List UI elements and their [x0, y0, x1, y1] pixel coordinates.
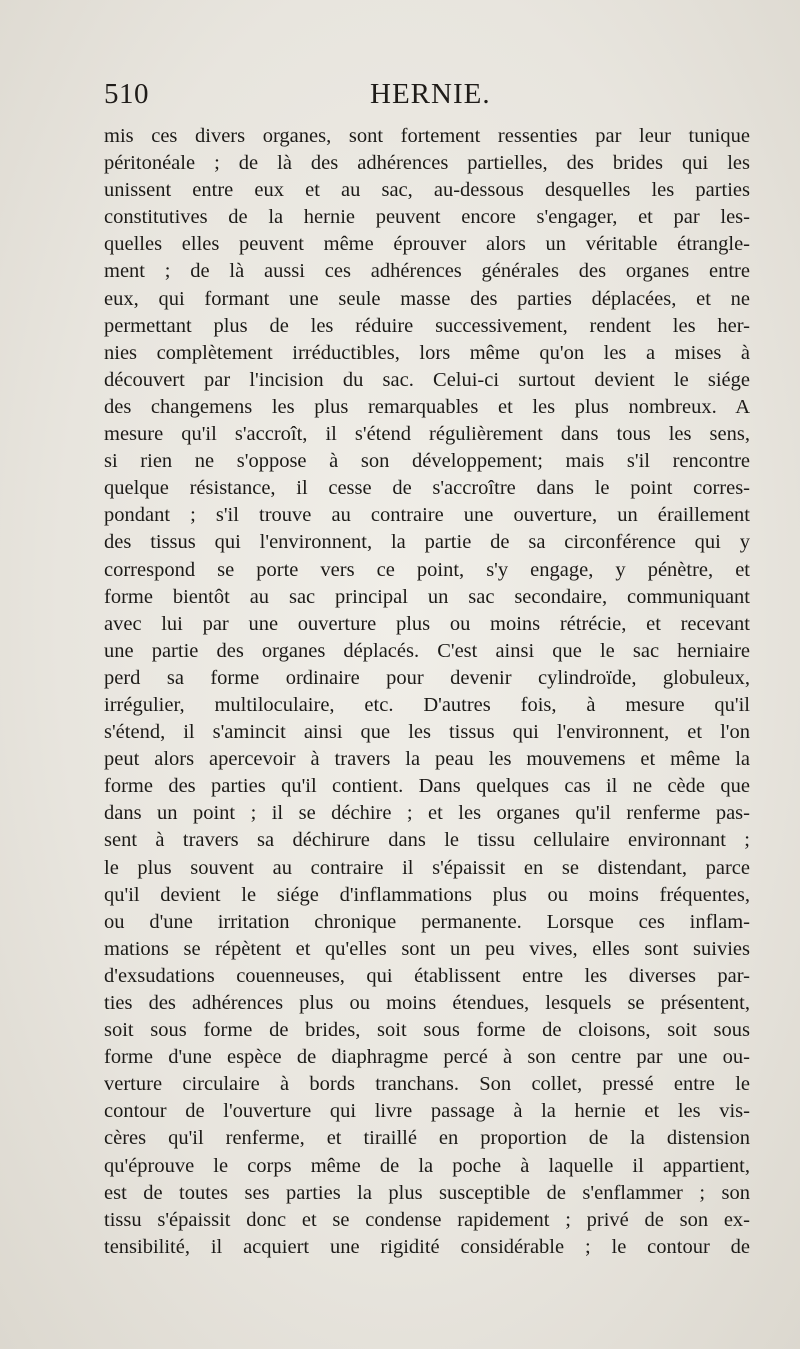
text-line: des tissus qui l'environnent, la partie de sa circonférence qui y — [104, 531, 750, 554]
text-line: si rien ne s'oppose à son développement; mais s'il rencontre — [104, 450, 750, 473]
text-line: constitutives de la hernie peuvent encore s'engager, et par les- — [104, 206, 750, 229]
text-line: qu'éprouve le corps même de la poche à laquelle il appartient, — [104, 1154, 750, 1177]
text-line: soit sous forme de brides, soit sous forme de cloisons, soit sous — [104, 1019, 750, 1042]
page-number: 510 — [104, 78, 149, 110]
text-line: ment ; de là aussi ces adhérences générales des organes entre — [104, 260, 750, 283]
text-line: irrégulier, multiloculaire, etc. D'autres fois, à mesure qu'il — [104, 693, 750, 716]
text-line: une partie des organes déplacés. C'est ainsi que le sac herniaire — [104, 639, 750, 662]
text-line: qu'il devient le siége d'inflammations plus ou moins fréquentes, — [104, 883, 750, 906]
running-head: HERNIE. — [370, 78, 491, 110]
text-line: s'étend, il s'amincit ainsi que les tissus qui l'environnent, et l'on — [104, 721, 750, 744]
text-line: cères qu'il renferme, et tiraillé en proportion de la distension — [104, 1127, 750, 1150]
text-line: nies complètement irréductibles, lors même qu'on les a mises à — [104, 341, 750, 364]
text-line: mesure qu'il s'accroît, il s'étend régulièrement dans tous les sens, — [104, 423, 750, 446]
page-header — [104, 78, 750, 122]
text-line: verture circulaire à bords tranchans. Son collet, pressé entre le — [104, 1073, 750, 1096]
text-line: eux, qui formant une seule masse des parties déplacées, et ne — [104, 287, 750, 310]
text-line: quelque résistance, il cesse de s'accroître dans le point corres- — [104, 477, 750, 500]
text-line: des changemens les plus remarquables et les plus nombreux. A — [104, 395, 750, 418]
text-line: est de toutes ses parties la plus susceptible de s'enflammer ; son — [104, 1181, 750, 1204]
text-line: mis ces divers organes, sont fortement ressenties par leur tunique — [104, 125, 750, 147]
text-line: correspond se porte vers ce point, s'y engage, y pénètre, et — [104, 558, 750, 581]
text-line: permettant plus de les réduire successivement, rendent les her- — [104, 314, 750, 337]
text-line: forme des parties qu'il contient. Dans quelques cas il ne cède que — [104, 775, 750, 798]
text-line: forme bientôt au sac principal un sac secondaire, communiquant — [104, 585, 750, 608]
text-line: d'exsudations couenneuses, qui établissent entre les diverses par- — [104, 964, 750, 987]
text-line: pondant ; s'il trouve au contraire une ouverture, un éraillement — [104, 504, 750, 527]
text-line: tensibilité, il acquiert une rigidité considérable ; le contour de — [104, 1235, 750, 1258]
text-line: forme d'une espèce de diaphragme percé à son centre par une ou- — [104, 1046, 750, 1069]
text-line: découvert par l'incision du sac. Celui-ci surtout devient le siége — [104, 368, 750, 391]
text-line: péritonéale ; de là des adhérences partielles, des brides qui les — [104, 152, 750, 175]
text-line: avec lui par une ouverture plus ou moins rétrécie, et recevant — [104, 612, 750, 635]
text-line: contour de l'ouverture qui livre passage à la hernie et les vis- — [104, 1100, 750, 1123]
text-line: dans un point ; il se déchire ; et les organes qu'il renferme pas- — [104, 802, 750, 825]
text-line: mations se répètent et qu'elles sont un peu vives, elles sont suivies — [104, 937, 750, 960]
text-line: ou d'une irritation chronique permanente. Lorsque ces inflam- — [104, 910, 750, 933]
text-line: ties des adhérences plus ou moins étendues, lesquels se présentent, — [104, 992, 750, 1014]
text-line: sent à travers sa déchirure dans le tissu cellulaire environnant ; — [104, 829, 750, 852]
body-text — [104, 123, 750, 1261]
text-line: unissent entre eux et au sac, au-dessous desquelles les parties — [104, 179, 750, 202]
text-line: peut alors apercevoir à travers la peau les mouvemens et même la — [104, 748, 750, 771]
text-line: le plus souvent au contraire il s'épaissit en se distendant, parce — [104, 856, 750, 879]
text-line: quelles elles peuvent même éprouver alors un véritable étrangle- — [104, 233, 750, 256]
text-line: perd sa forme ordinaire pour devenir cylindroïde, globuleux, — [104, 666, 750, 689]
text-line: tissu s'épaissit donc et se condense rapidement ; privé de son ex- — [104, 1208, 750, 1231]
